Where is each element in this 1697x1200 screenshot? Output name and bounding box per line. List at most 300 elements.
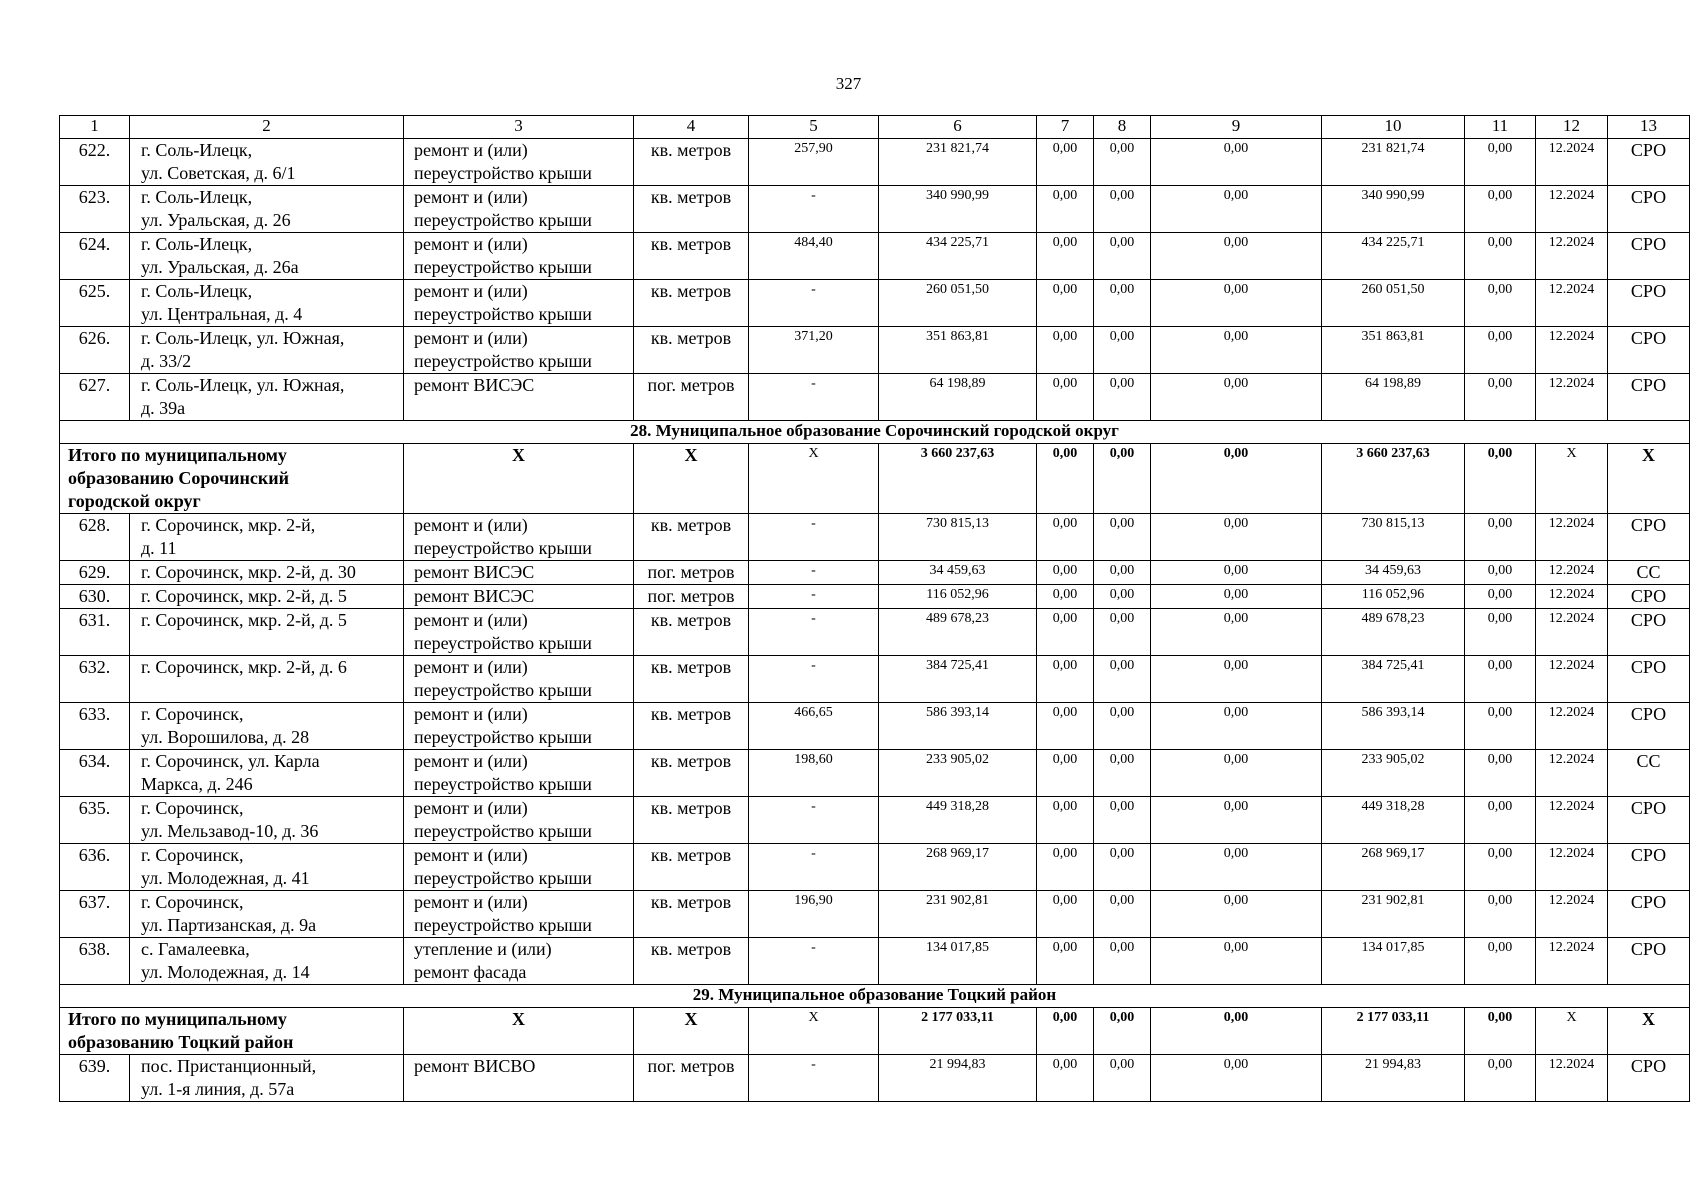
- method-cell: СРО: [1608, 703, 1690, 750]
- deadline-cell: 12.2024: [1536, 561, 1608, 585]
- fund-local-cell: 0,00: [1151, 561, 1322, 585]
- address-cell: [130, 139, 404, 186]
- total-c3: Х: [404, 1008, 634, 1055]
- table-row: [60, 750, 1690, 797]
- cell-line: ремонт и (или): [414, 140, 528, 160]
- area-cell: -: [749, 938, 879, 985]
- cell-line: переустройство крыши: [414, 680, 592, 700]
- total-c11: 0,00: [1465, 444, 1536, 514]
- cell-line: г. Сорочинск, мкр. 2-й, д. 5: [141, 610, 347, 630]
- fund-regional-cell: 0,00: [1094, 233, 1151, 280]
- total-cost-cell: 34 459,63: [879, 561, 1037, 585]
- method-cell: СРО: [1608, 797, 1690, 844]
- cell-line: ул. Партизанская, д. 9а: [141, 915, 317, 935]
- fund-local-cell: 0,00: [1151, 844, 1322, 891]
- total-cost-cell: 21 994,83: [879, 1055, 1037, 1102]
- unit-cell: кв. метров: [634, 797, 749, 844]
- work-type-cell: [404, 1055, 634, 1102]
- cell-line: переустройство крыши: [414, 304, 592, 324]
- header-cell-2: 2: [130, 116, 404, 139]
- area-cell: 196,90: [749, 891, 879, 938]
- header-row: [60, 116, 1690, 139]
- total-cost-cell: 489 678,23: [879, 609, 1037, 656]
- fund-local-cell: 0,00: [1151, 1055, 1322, 1102]
- fund-other-cell: 0,00: [1465, 844, 1536, 891]
- total-cost-cell: 116 052,96: [879, 585, 1037, 609]
- header-cell-13: 13: [1608, 116, 1690, 139]
- total-row: [60, 444, 1690, 514]
- area-cell: -: [749, 656, 879, 703]
- row-number: 627.: [60, 374, 130, 421]
- total-row: [60, 1008, 1690, 1055]
- table-row: [60, 561, 1690, 585]
- cell-line: г. Соль-Илецк,: [141, 140, 253, 160]
- method-cell: СРО: [1608, 609, 1690, 656]
- method-cell: СРО: [1608, 280, 1690, 327]
- section-title: 29. Муниципальное образование Тоцкий район: [60, 985, 1690, 1008]
- cell-line: ремонт ВИСЭС: [414, 375, 535, 395]
- total-c7: 0,00: [1037, 444, 1094, 514]
- unit-cell: кв. метров: [634, 233, 749, 280]
- total-c10: 2 177 033,11: [1322, 1008, 1465, 1055]
- table-row: [60, 609, 1690, 656]
- total-c8: 0,00: [1094, 1008, 1151, 1055]
- cell-line: [141, 632, 403, 655]
- fund-owners-cell: 231 902,81: [1322, 891, 1465, 938]
- method-cell: СРО: [1608, 186, 1690, 233]
- fund-other-cell: 0,00: [1465, 938, 1536, 985]
- cell-line: ремонт и (или): [414, 515, 528, 535]
- method-cell: СС: [1608, 750, 1690, 797]
- cell-line: г. Сорочинск,: [141, 798, 244, 818]
- cell-line: переустройство крыши: [414, 163, 592, 183]
- address-cell: [130, 797, 404, 844]
- cell-line: ул. Молодежная, д. 41: [141, 868, 310, 888]
- fund-federal-cell: 0,00: [1037, 703, 1094, 750]
- deadline-cell: 12.2024: [1536, 1055, 1608, 1102]
- method-cell: СРО: [1608, 514, 1690, 561]
- total-c13: Х: [1608, 1008, 1690, 1055]
- table-row: [60, 891, 1690, 938]
- unit-cell: кв. метров: [634, 186, 749, 233]
- fund-federal-cell: 0,00: [1037, 514, 1094, 561]
- total-label: [60, 444, 404, 514]
- area-cell: -: [749, 1055, 879, 1102]
- fund-owners-cell: 384 725,41: [1322, 656, 1465, 703]
- deadline-cell: 12.2024: [1536, 585, 1608, 609]
- total-c4: Х: [634, 444, 749, 514]
- total-cost-cell: 449 318,28: [879, 797, 1037, 844]
- row-number: 628.: [60, 514, 130, 561]
- method-cell: СРО: [1608, 1055, 1690, 1102]
- cell-line: г. Сорочинск, мкр. 2-й,: [141, 515, 316, 535]
- row-number: 622.: [60, 139, 130, 186]
- cell-line: переустройство крыши: [414, 538, 592, 558]
- fund-local-cell: 0,00: [1151, 186, 1322, 233]
- fund-regional-cell: 0,00: [1094, 186, 1151, 233]
- work-type-cell: [404, 656, 634, 703]
- fund-regional-cell: 0,00: [1094, 514, 1151, 561]
- fund-owners-cell: 730 815,13: [1322, 514, 1465, 561]
- fund-federal-cell: 0,00: [1037, 656, 1094, 703]
- deadline-cell: 12.2024: [1536, 280, 1608, 327]
- fund-local-cell: 0,00: [1151, 280, 1322, 327]
- total-label: [60, 1008, 404, 1055]
- unit-cell: кв. метров: [634, 280, 749, 327]
- cell-line: ремонт и (или): [414, 610, 528, 630]
- cell-line: образованию Тоцкий район: [68, 1032, 294, 1052]
- cell-line: [414, 397, 633, 420]
- fund-federal-cell: 0,00: [1037, 844, 1094, 891]
- method-cell: СРО: [1608, 938, 1690, 985]
- cell-line: ремонт и (или): [414, 187, 528, 207]
- row-number: 626.: [60, 327, 130, 374]
- total-c4: Х: [634, 1008, 749, 1055]
- cell-line: г. Сорочинск, мкр. 2-й, д. 6: [141, 657, 347, 677]
- fund-federal-cell: 0,00: [1037, 374, 1094, 421]
- table-row: [60, 233, 1690, 280]
- cell-line: д. 11: [141, 538, 177, 558]
- fund-federal-cell: 0,00: [1037, 750, 1094, 797]
- fund-regional-cell: 0,00: [1094, 1055, 1151, 1102]
- deadline-cell: 12.2024: [1536, 609, 1608, 656]
- total-c3: Х: [404, 444, 634, 514]
- area-cell: 371,20: [749, 327, 879, 374]
- fund-other-cell: 0,00: [1465, 374, 1536, 421]
- fund-owners-cell: 489 678,23: [1322, 609, 1465, 656]
- fund-regional-cell: 0,00: [1094, 703, 1151, 750]
- total-c12: Х: [1536, 1008, 1608, 1055]
- fund-other-cell: 0,00: [1465, 561, 1536, 585]
- total-cost-cell: 586 393,14: [879, 703, 1037, 750]
- total-c10: 3 660 237,63: [1322, 444, 1465, 514]
- fund-local-cell: 0,00: [1151, 374, 1322, 421]
- row-number: 639.: [60, 1055, 130, 1102]
- cell-line: ул. Молодежная, д. 14: [141, 962, 310, 982]
- total-cost-cell: 340 990,99: [879, 186, 1037, 233]
- fund-owners-cell: 34 459,63: [1322, 561, 1465, 585]
- total-cost-cell: 730 815,13: [879, 514, 1037, 561]
- row-number: 632.: [60, 656, 130, 703]
- cell-line: г. Сорочинск,: [141, 892, 244, 912]
- fund-local-cell: 0,00: [1151, 656, 1322, 703]
- table-row: [60, 703, 1690, 750]
- cell-line: с. Гамалеевка,: [141, 939, 250, 959]
- work-type-cell: [404, 844, 634, 891]
- work-type-cell: [404, 938, 634, 985]
- header-cell-4: 4: [634, 116, 749, 139]
- address-cell: [130, 656, 404, 703]
- method-cell: СРО: [1608, 585, 1690, 609]
- address-cell: [130, 280, 404, 327]
- table-row: [60, 844, 1690, 891]
- total-c6: 3 660 237,63: [879, 444, 1037, 514]
- fund-local-cell: 0,00: [1151, 514, 1322, 561]
- method-cell: СРО: [1608, 327, 1690, 374]
- cell-line: д. 33/2: [141, 351, 192, 371]
- work-type-cell: [404, 703, 634, 750]
- work-type-cell: [404, 514, 634, 561]
- cell-line: ул. Мельзавод-10, д. 36: [141, 821, 319, 841]
- fund-other-cell: 0,00: [1465, 514, 1536, 561]
- unit-cell: кв. метров: [634, 139, 749, 186]
- header-cell-9: 9: [1151, 116, 1322, 139]
- header-cell-7: 7: [1037, 116, 1094, 139]
- method-cell: СРО: [1608, 233, 1690, 280]
- fund-regional-cell: 0,00: [1094, 656, 1151, 703]
- fund-other-cell: 0,00: [1465, 891, 1536, 938]
- total-cost-cell: 434 225,71: [879, 233, 1037, 280]
- fund-owners-cell: 231 821,74: [1322, 139, 1465, 186]
- deadline-cell: 12.2024: [1536, 374, 1608, 421]
- table-row: [60, 585, 1690, 609]
- cell-line: г. Соль-Илецк,: [141, 234, 253, 254]
- fund-other-cell: 0,00: [1465, 233, 1536, 280]
- work-type-cell: [404, 374, 634, 421]
- fund-federal-cell: 0,00: [1037, 609, 1094, 656]
- fund-federal-cell: 0,00: [1037, 280, 1094, 327]
- fund-regional-cell: 0,00: [1094, 327, 1151, 374]
- fund-regional-cell: 0,00: [1094, 609, 1151, 656]
- address-cell: [130, 750, 404, 797]
- fund-federal-cell: 0,00: [1037, 938, 1094, 985]
- cell-line: ремонт и (или): [414, 281, 528, 301]
- row-number: 629.: [60, 561, 130, 585]
- fund-local-cell: 0,00: [1151, 233, 1322, 280]
- fund-local-cell: 0,00: [1151, 327, 1322, 374]
- unit-cell: кв. метров: [634, 703, 749, 750]
- fund-federal-cell: 0,00: [1037, 561, 1094, 585]
- unit-cell: кв. метров: [634, 514, 749, 561]
- cell-line: переустройство крыши: [414, 774, 592, 794]
- row-number: 624.: [60, 233, 130, 280]
- header-cell-3: 3: [404, 116, 634, 139]
- cell-line: Маркса, д. 246: [141, 774, 253, 794]
- address-cell: [130, 186, 404, 233]
- work-type-cell: [404, 750, 634, 797]
- cell-line: переустройство крыши: [414, 821, 592, 841]
- work-type-cell: [404, 186, 634, 233]
- fund-regional-cell: 0,00: [1094, 561, 1151, 585]
- cell-line: [414, 1078, 633, 1101]
- address-cell: [130, 374, 404, 421]
- row-number: 625.: [60, 280, 130, 327]
- total-c7: 0,00: [1037, 1008, 1094, 1055]
- total-c8: 0,00: [1094, 444, 1151, 514]
- fund-owners-cell: 449 318,28: [1322, 797, 1465, 844]
- unit-cell: кв. метров: [634, 891, 749, 938]
- fund-owners-cell: 233 905,02: [1322, 750, 1465, 797]
- total-cost-cell: 233 905,02: [879, 750, 1037, 797]
- deadline-cell: 12.2024: [1536, 233, 1608, 280]
- fund-owners-cell: 134 017,85: [1322, 938, 1465, 985]
- fund-federal-cell: 0,00: [1037, 585, 1094, 609]
- fund-regional-cell: 0,00: [1094, 280, 1151, 327]
- row-number: 631.: [60, 609, 130, 656]
- area-cell: 484,40: [749, 233, 879, 280]
- cell-line: пос. Пристанционный,: [141, 1056, 317, 1076]
- cell-line: г. Сорочинск,: [141, 704, 244, 724]
- fund-other-cell: 0,00: [1465, 327, 1536, 374]
- address-cell: [130, 1055, 404, 1102]
- cell-line: ремонт и (или): [414, 751, 528, 771]
- cell-line: переустройство крыши: [414, 915, 592, 935]
- fund-owners-cell: 116 052,96: [1322, 585, 1465, 609]
- work-type-cell: ремонт ВИСЭС: [404, 561, 634, 585]
- unit-cell: кв. метров: [634, 656, 749, 703]
- area-cell: -: [749, 514, 879, 561]
- total-c5: Х: [749, 1008, 879, 1055]
- fund-owners-cell: 21 994,83: [1322, 1055, 1465, 1102]
- fund-other-cell: 0,00: [1465, 1055, 1536, 1102]
- cell-line: переустройство крыши: [414, 257, 592, 277]
- fund-federal-cell: 0,00: [1037, 1055, 1094, 1102]
- area-cell: 257,90: [749, 139, 879, 186]
- cell-line: переустройство крыши: [414, 351, 592, 371]
- section-row: [60, 985, 1690, 1008]
- cell-line: ремонт и (или): [414, 328, 528, 348]
- cell-line: ремонт и (или): [414, 704, 528, 724]
- fund-local-cell: 0,00: [1151, 139, 1322, 186]
- row-number: 636.: [60, 844, 130, 891]
- deadline-cell: 12.2024: [1536, 656, 1608, 703]
- table-row: [60, 374, 1690, 421]
- header-cell-6: 6: [879, 116, 1037, 139]
- cell-line: ул. Уральская, д. 26: [141, 210, 291, 230]
- cell-line: переустройство крыши: [414, 727, 592, 747]
- table-row: [60, 656, 1690, 703]
- cell-line: г. Соль-Илецк,: [141, 187, 253, 207]
- unit-cell: кв. метров: [634, 327, 749, 374]
- cell-line: г. Соль-Илецк, ул. Южная,: [141, 328, 345, 348]
- cell-line: ул. 1-я линия, д. 57а: [141, 1079, 295, 1099]
- fund-regional-cell: 0,00: [1094, 139, 1151, 186]
- table-row: [60, 139, 1690, 186]
- deadline-cell: 12.2024: [1536, 186, 1608, 233]
- address-cell: [130, 938, 404, 985]
- fund-regional-cell: 0,00: [1094, 797, 1151, 844]
- fund-regional-cell: 0,00: [1094, 750, 1151, 797]
- cell-line: г. Соль-Илецк, ул. Южная,: [141, 375, 345, 395]
- fund-federal-cell: 0,00: [1037, 186, 1094, 233]
- fund-local-cell: 0,00: [1151, 703, 1322, 750]
- area-cell: 198,60: [749, 750, 879, 797]
- section-title: 28. Муниципальное образование Сорочинский городской округ: [60, 421, 1690, 444]
- address-cell: [130, 514, 404, 561]
- work-type-cell: [404, 797, 634, 844]
- area-cell: -: [749, 844, 879, 891]
- cell-line: ул. Уральская, д. 26а: [141, 257, 299, 277]
- row-number: 635.: [60, 797, 130, 844]
- fund-federal-cell: 0,00: [1037, 327, 1094, 374]
- cell-line: д. 39а: [141, 398, 186, 418]
- header-cell-5: 5: [749, 116, 879, 139]
- cell-line: Итого по муниципальному: [68, 1009, 287, 1029]
- method-cell: СРО: [1608, 374, 1690, 421]
- cell-line: Итого по муниципальному: [68, 445, 287, 465]
- table-row: [60, 938, 1690, 985]
- fund-local-cell: 0,00: [1151, 585, 1322, 609]
- row-number: 633.: [60, 703, 130, 750]
- unit-cell: кв. метров: [634, 609, 749, 656]
- method-cell: СРО: [1608, 139, 1690, 186]
- fund-owners-cell: 260 051,50: [1322, 280, 1465, 327]
- address-cell: [130, 703, 404, 750]
- address-cell: [130, 609, 404, 656]
- area-cell: -: [749, 374, 879, 421]
- deadline-cell: 12.2024: [1536, 703, 1608, 750]
- cell-line: [141, 679, 403, 702]
- address-cell: г. Сорочинск, мкр. 2-й, д. 30: [130, 561, 404, 585]
- unit-cell: пог. метров: [634, 585, 749, 609]
- unit-cell: пог. метров: [634, 561, 749, 585]
- address-cell: г. Сорочинск, мкр. 2-й, д. 5: [130, 585, 404, 609]
- total-c9: 0,00: [1151, 1008, 1322, 1055]
- section-row: [60, 421, 1690, 444]
- fund-local-cell: 0,00: [1151, 609, 1322, 656]
- fund-other-cell: 0,00: [1465, 609, 1536, 656]
- deadline-cell: 12.2024: [1536, 797, 1608, 844]
- deadline-cell: 12.2024: [1536, 938, 1608, 985]
- deadline-cell: 12.2024: [1536, 514, 1608, 561]
- table-row: [60, 1055, 1690, 1102]
- area-cell: 466,65: [749, 703, 879, 750]
- fund-owners-cell: 268 969,17: [1322, 844, 1465, 891]
- deadline-cell: 12.2024: [1536, 750, 1608, 797]
- total-c6: 2 177 033,11: [879, 1008, 1037, 1055]
- fund-federal-cell: 0,00: [1037, 233, 1094, 280]
- cell-line: ремонт и (или): [414, 798, 528, 818]
- method-cell: СРО: [1608, 656, 1690, 703]
- cell-line: образованию Сорочинский: [68, 468, 289, 488]
- fund-other-cell: 0,00: [1465, 797, 1536, 844]
- total-c13: Х: [1608, 444, 1690, 514]
- cell-line: г. Сорочинск,: [141, 845, 244, 865]
- total-cost-cell: 384 725,41: [879, 656, 1037, 703]
- area-cell: -: [749, 561, 879, 585]
- cell-line: ремонт и (или): [414, 845, 528, 865]
- area-cell: -: [749, 186, 879, 233]
- row-number: 630.: [60, 585, 130, 609]
- area-cell: -: [749, 609, 879, 656]
- total-c11: 0,00: [1465, 1008, 1536, 1055]
- area-cell: -: [749, 280, 879, 327]
- work-type-cell: [404, 233, 634, 280]
- work-type-cell: [404, 139, 634, 186]
- unit-cell: пог. метров: [634, 374, 749, 421]
- total-cost-cell: 268 969,17: [879, 844, 1037, 891]
- address-cell: [130, 844, 404, 891]
- table-row: [60, 797, 1690, 844]
- fund-local-cell: 0,00: [1151, 750, 1322, 797]
- header-cell-10: 10: [1322, 116, 1465, 139]
- unit-cell: кв. метров: [634, 938, 749, 985]
- deadline-cell: 12.2024: [1536, 844, 1608, 891]
- area-cell: -: [749, 585, 879, 609]
- row-number: 623.: [60, 186, 130, 233]
- fund-regional-cell: 0,00: [1094, 891, 1151, 938]
- total-cost-cell: 231 821,74: [879, 139, 1037, 186]
- cell-line: ул. Ворошилова, д. 28: [141, 727, 310, 747]
- address-cell: [130, 327, 404, 374]
- capital-repair-table: [59, 115, 1690, 1102]
- cell-line: г. Соль-Илецк,: [141, 281, 253, 301]
- cell-line: ремонт ВИСВО: [414, 1056, 536, 1076]
- row-number: 634.: [60, 750, 130, 797]
- table-row: [60, 514, 1690, 561]
- cell-line: ул. Советская, д. 6/1: [141, 163, 296, 183]
- work-type-cell: [404, 280, 634, 327]
